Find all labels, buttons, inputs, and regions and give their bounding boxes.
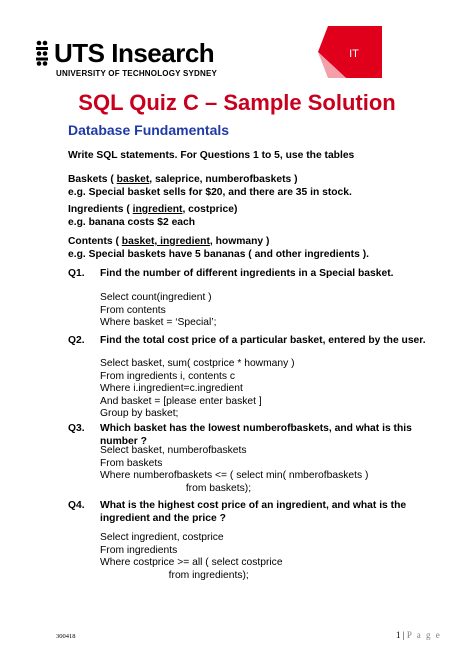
answer-3: [100, 445, 368, 495]
baskets-table-def: [68, 174, 352, 199]
ingredients-post: , costprice): [182, 204, 238, 215]
ingredients-example: e.g. banana costs $2 each: [68, 216, 196, 228]
contents-example: e.g. Special baskets have 5 bananas ( and other ingredients ).: [68, 248, 369, 260]
contents-table-def: [68, 236, 369, 261]
baskets-post: , saleprice, numberofbaskets ): [149, 174, 298, 185]
footer-page-number: [396, 630, 441, 640]
code-line: Select ingredient, costprice: [100, 532, 224, 543]
question-text: What is the highest cost price of an ingredient, and what is the ingredient and the price ?: [100, 500, 407, 524]
intro-text: Write SQL statements. For Questions 1 to 5, use the tables: [68, 150, 355, 161]
it-badge: [318, 26, 382, 78]
code-line: Where i.ingredient=c.ingredient: [100, 383, 243, 395]
baskets-pre: Baskets (: [68, 174, 117, 185]
logo-subtitle: UNIVERSITY OF TECHNOLOGY SYDNEY: [56, 69, 218, 78]
code-line: Select count(ingredient ): [100, 292, 212, 303]
code-line: Select basket, numberofbaskets: [100, 445, 247, 456]
code-line: Group by basket;: [100, 408, 179, 420]
answer-2: [100, 358, 295, 421]
page-subtitle: Database Fundamentals: [68, 122, 230, 138]
code-line: From ingredients i, contents c: [100, 370, 236, 382]
question-text: Find the total cost price of a particular basket, entered by the user.: [100, 335, 426, 346]
code-line: Where costprice >= all ( select costprice: [100, 557, 283, 569]
answer-1: [100, 292, 216, 330]
page-word: P a g e: [406, 630, 442, 640]
ingredients-key: ingredient: [132, 204, 183, 215]
ingredients-table-def: [68, 204, 237, 229]
contents-post: , howmany ): [209, 236, 270, 247]
uts-crest-icon: [34, 40, 50, 66]
code-line: From contents: [100, 304, 166, 316]
answer-4: [100, 532, 283, 582]
page-separator: |: [400, 630, 407, 640]
code-line: from ingredients);: [100, 569, 249, 581]
code-line: From baskets: [100, 457, 163, 469]
code-line: Select basket, sum( costprice * howmany ): [100, 358, 295, 369]
question-number: Q3.: [68, 423, 85, 434]
question-text: Find the number of different ingredients in a Special basket.: [100, 268, 394, 279]
footer-code: 300418: [56, 633, 76, 640]
question-text: Which basket has the lowest numberofbaskets, and what is this number ?: [100, 423, 412, 447]
baskets-example: e.g. Special basket sells for $20, and there are 35 in stock.: [68, 186, 352, 198]
baskets-key: basket: [116, 174, 150, 185]
it-badge-label: IT: [349, 48, 359, 60]
page-title: SQL Quiz C – Sample Solution: [78, 90, 396, 115]
question-number: Q4.: [68, 500, 85, 511]
logo-text: UTS Insearch: [54, 38, 215, 68]
contents-key: basket, ingredient: [121, 236, 210, 247]
code-line: And basket = [please enter basket ]: [100, 395, 262, 407]
code-line: From ingredients: [100, 544, 178, 556]
code-line: Where numberofbaskets <= ( select min( nmberofbaskets ): [100, 470, 369, 482]
page-number: 1: [396, 630, 401, 640]
question-number: Q2.: [68, 335, 85, 346]
code-line: Where basket = ‘Special’;: [100, 317, 217, 329]
question-number: Q1.: [68, 268, 85, 279]
uts-insearch-logo: [34, 40, 214, 66]
code-line: from baskets);: [100, 482, 252, 494]
contents-pre: Contents (: [68, 236, 122, 247]
ingredients-pre: Ingredients (: [68, 204, 133, 215]
